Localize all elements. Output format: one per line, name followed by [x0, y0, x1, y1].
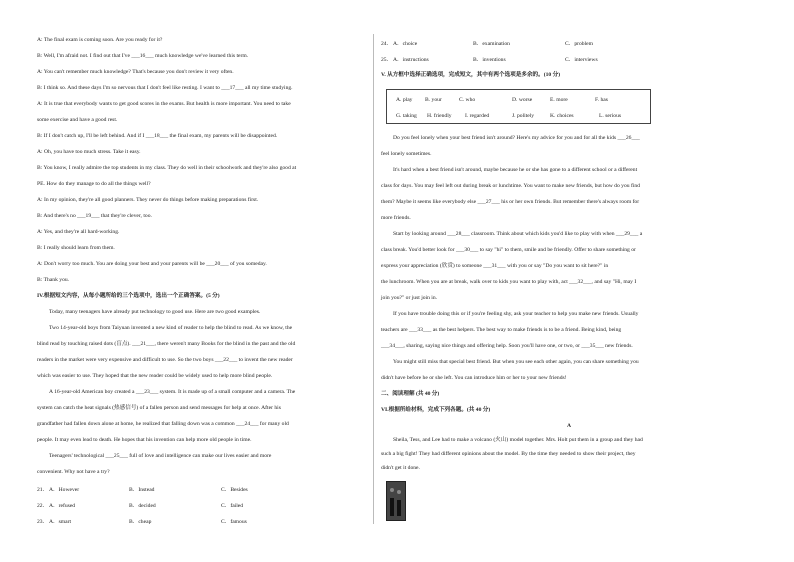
dialogue-line: B: If I don't catch up, I'll be left behind. And if I ___18___ the final exam, my parents will be disappointed.	[37, 133, 278, 139]
person-figure	[397, 500, 401, 516]
option-a[interactable]: A．refused	[49, 503, 76, 509]
dialogue-line: B: I think so. And these days I'm so nervous that I don't feel like resting. I want to ___17___ all my time studying.	[37, 85, 293, 91]
option-c[interactable]: C．famous	[221, 519, 247, 525]
passage-line: class for days. You may feel left out during break or lunchtime. You want to make new friends, but how do you find	[381, 183, 640, 189]
option-number: 23．	[37, 519, 49, 525]
option-b[interactable]: B．decided	[129, 503, 156, 509]
option-number: 25．	[381, 57, 393, 63]
option-number: 24．	[381, 41, 393, 47]
passage-line: If you have trouble doing this or if you're feeling shy, ask your teacher to help you make new friends. Usually	[393, 311, 639, 317]
option-b[interactable]: B．Instead	[129, 487, 155, 493]
dialogue-line: B: I really should learn from them.	[37, 245, 115, 251]
dialogue-line: B: And there's no ___19___ that they're clever, too.	[37, 213, 152, 219]
passage-line: ___34___, sharing, saying nice things and offering help. Soon you'll have one, or two, or ___35___ new friends.	[381, 343, 633, 349]
word-option: A. play	[396, 97, 413, 103]
dialogue-line: A: You can't remember much knowledge? That's because you don't review it very often.	[37, 69, 234, 75]
passage-line: join you?" or just join in.	[381, 295, 438, 301]
dialogue-line: A: The final exam is coming soon. Are you ready for it?	[37, 37, 163, 43]
option-c[interactable]: C．problem	[565, 41, 593, 47]
word-option: E. more	[550, 97, 568, 103]
dialogue-line: A: Don't worry too much. You are doing your best and your parents will be ___20___ of you someday.	[37, 261, 267, 267]
dialogue-line: A: Yes, and they're all hard-working.	[37, 229, 120, 235]
word-option: D. worse	[512, 97, 533, 103]
passage-line: A 16-year-old American boy created a ___23___ system. It is made up of a small computer and a camera. The	[49, 389, 296, 395]
passage-line: convenient. Why not have a try?	[37, 469, 110, 475]
person-head	[390, 488, 394, 492]
column-divider	[373, 34, 374, 524]
dialogue-line: A: It is true that everybody wants to get good scores in the exams. But health is more important. You need to take	[37, 101, 291, 107]
person-head	[397, 490, 401, 494]
option-c[interactable]: C．Besides	[221, 487, 248, 493]
option-c[interactable]: C．interviews	[565, 57, 598, 63]
word-option: J. politely	[512, 113, 535, 119]
dialogue-line: PE. How do they manage to do all the things well?	[37, 181, 151, 187]
option-a[interactable]: A．smart	[49, 519, 72, 525]
option-a[interactable]: A．instructions	[393, 57, 429, 63]
passage-line: Today, many teenagers have already put technology to good use. Here are two good examples.	[49, 309, 261, 315]
word-option: L. serious	[599, 113, 622, 119]
section-6-title: 二、阅读理解 (共 40 分)	[381, 391, 440, 397]
word-option: K. choices	[550, 113, 574, 119]
passage-label-a: A	[567, 423, 572, 429]
dialogue-line: B: Thank you.	[37, 277, 70, 283]
option-a[interactable]: A．However	[49, 487, 80, 493]
passage-line: grandfather had fallen down alone at home, he realized that falling down was a common ___24___ for many old	[37, 421, 289, 427]
passage-line: Start by looking around ___28___ classroom. Think about which kids you'd like to play with when ___29___ a	[393, 231, 643, 237]
story-line: didn't get it done.	[381, 465, 420, 471]
passage-line: them? Maybe it seems like everybody else ___27___ his or her own friends. But remember there's always room for	[381, 199, 640, 205]
section-4-title: IV.根据短文内容，从每小题所给的三个选项中，选出一个正确答案。(5 分)	[37, 293, 220, 299]
passage-line: blind read by touching raised dots (盲点). ___21___, there weren't many Books for the blind in the past and the old	[37, 341, 296, 347]
passage-line: express your appreciation (欣赏) to someone ___31___ with you or say "Do you want to sit here?" in	[381, 263, 609, 269]
passage-line: the lunchroom. When you are at break, walk over to kids you want to play with, act ___32___, and say "Hi, may I	[381, 279, 637, 285]
dialogue-line: A: In my opinion, they're all good planners. They never do things before making preparations first.	[37, 197, 259, 203]
passage-line: Two 14-year-old boys from Taiyuan invented a new kind of reader to help the blind to read. As we know, the	[49, 325, 293, 331]
word-option: B. your	[425, 97, 442, 103]
section-5-title: V. 从方框中选择正确选项，完成短文，其中有两个选项是多余的。(10 分)	[381, 72, 561, 78]
passage-line: It's hard when a best friend isn't around, maybe because he or she has gone to a different school or a different	[393, 167, 638, 173]
passage-line: You might still miss that special best friend. But when you see each other again, you can share something you	[393, 359, 639, 365]
word-option: F. has	[595, 97, 608, 103]
passage-line: didn't have before he or she left. You can introduce him or her to your new friends!	[381, 375, 567, 381]
passage-line: people. It may even lead to death. He hopes that his invention can help more old people in time.	[37, 437, 252, 443]
option-c[interactable]: C．failed	[221, 503, 244, 509]
section-6-subtitle: VI.根据所给材料，完成下列各题。(共 40 分)	[381, 407, 491, 413]
passage-line: system can catch the heat signals (热感信号) of a fallen person and send messages for help at once. After his	[37, 405, 281, 411]
option-b[interactable]: B．cheap	[129, 519, 152, 525]
word-bank-box	[386, 89, 651, 124]
passage-line: readers in the market were very expensive and difficult to use. So the two boys ___22___ to invent the new reader	[37, 357, 293, 363]
option-number: 22．	[37, 503, 49, 509]
word-option: C. who	[459, 97, 476, 103]
dialogue-line: B: Well, I'm afraid not. I find out that I've ___16___ much knowledge we've learned this term.	[37, 53, 249, 59]
story-line: Sheila, Tess, and Lee had to make a volcano (火山) model together. Mrs. Holt put them in a group and they had	[393, 437, 643, 443]
dialogue-line: A: Oh, you have too much stress. Take it easy.	[37, 149, 141, 155]
passage-line: feel lonely sometimes.	[381, 151, 432, 157]
volcano-model-photo	[386, 481, 406, 521]
passage-line: which was easier to use. They hoped that the new reader could be widely used to help more blind people.	[37, 373, 273, 379]
passage-line: class break. You'd better look for ___30___ to say "hi" to them, smile and be friendly. Offer to share something or	[381, 247, 636, 253]
passage-line: more friends.	[381, 215, 411, 221]
option-a[interactable]: A．choice	[393, 41, 418, 47]
story-line: such a big fight! They had different opinions about the model. By the time they needed to show their project, they	[381, 451, 636, 457]
option-number: 21．	[37, 487, 49, 493]
passage-line: Do you feel lonely when your best friend isn't around? Here's my advice for you and for all the kids ___26___	[393, 135, 640, 141]
dialogue-line: B: You know, I really admire the top students in my class. They do well in their schoolwork and they're also good at	[37, 165, 297, 171]
word-option: H. friendly	[427, 113, 452, 119]
option-b[interactable]: B．examination	[473, 41, 510, 47]
passage-line: Teenagers' technological ___25___ full of love and intelligence can make our lives easier and more	[49, 453, 272, 459]
passage-line: teachers are ___33___ as the best helpers. The best way to make friends is to be a friend. Being kind, being	[381, 327, 622, 333]
dialogue-line: some exercise and have a good rest.	[37, 117, 118, 123]
person-figure	[390, 498, 394, 516]
option-b[interactable]: B．inventions	[473, 57, 506, 63]
word-option: I. regarded	[465, 113, 490, 119]
word-option: G. taking	[396, 113, 417, 119]
